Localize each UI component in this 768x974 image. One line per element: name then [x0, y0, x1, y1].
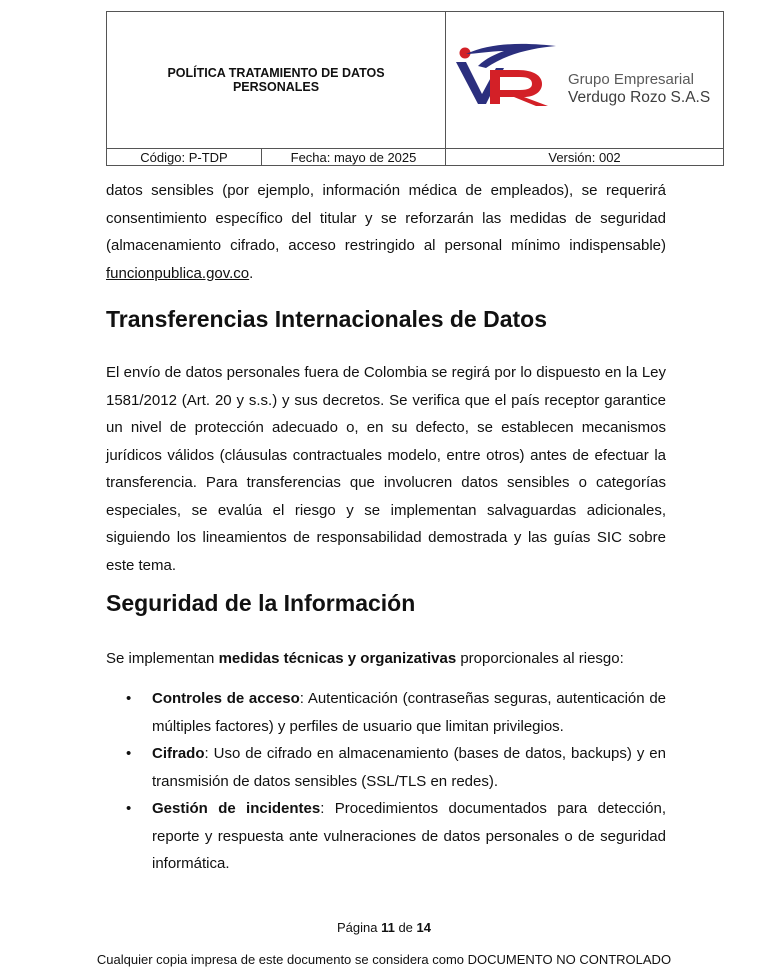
intro-before: Se implementan [106, 650, 219, 667]
document-version: Versión: 002 [446, 149, 724, 166]
transferencias-paragraph [106, 359, 666, 579]
continuation-paragraph [106, 177, 666, 287]
intro-after: proporcionales al riesgo: [456, 650, 624, 667]
list-item-title: Cifrado [152, 745, 205, 762]
continuation-text: datos sensibles (por ejemplo, información médica de empleados), se requerirá consentimiento específico del titular y se reforzarán las medidas de seguridad (almacenamiento cifrado, acceso restringido al personal mínimo indispensable) [106, 182, 666, 254]
list-item-text: : Uso de cifrado en almacenamiento (bases de datos, backups) y en transmisión de datos sensibles (SSL/TLS en redes). [152, 745, 666, 790]
document-title-cell [107, 12, 446, 149]
list-item-title: Gestión de incidentes [152, 800, 321, 817]
list-item [106, 740, 666, 795]
source-link[interactable]: funcionpublica.gov.co [106, 264, 250, 282]
company-name-line1: Grupo Empresarial [568, 71, 694, 88]
section-heading-transferencias: Transferencias Internacionales de Datos [106, 306, 548, 332]
page-label: Página [337, 920, 382, 935]
page-total: 14 [416, 920, 431, 935]
transferencias-body: El envío de datos personales fuera de Colombia se regirá por lo dispuesto en la Ley 1581/2012 (Art. 20 y s.s.) y sus decretos. Se verifica que el país receptor garantice un nivel de protección adecuado o, en su defecto, se establecen mecanismos jurídicos válidos (cláusulas contractuales modelo, entre otros) antes de efectuar la transferencia. Para transferencias que involucren datos sensibles o categorías especiales, se evalúa el riesgo y se implementan salvaguardas adicionales, siguiendo los lineamientos de responsabilidad demostrada y las guías SIC sobre este tema. [106, 364, 666, 574]
document-date: Fecha: mayo de 2025 [262, 149, 446, 166]
list-item-text: : Procedimientos documentados para detección, reporte y respuesta ante vulneraciones de datos personales o de seguridad informática. [152, 800, 666, 872]
company-logo-cell [446, 12, 724, 149]
copy-notice: Cualquier copia impresa de este documento se considera como DOCUMENTO NO CONTROLADO [96, 952, 672, 967]
bullet-icon: • [126, 690, 132, 707]
document-title-line1: POLÍTICA TRATAMIENTO DE DATOS [167, 66, 385, 80]
document-title-line2: PERSONALES [232, 80, 320, 94]
bullet-icon: • [126, 745, 132, 762]
section-heading-seguridad: Seguridad de la Información [106, 590, 416, 616]
intro-bold: medidas técnicas y organizativas [218, 650, 457, 667]
header-table [106, 11, 724, 166]
list-item-title: Controles de acceso [152, 690, 300, 707]
security-measures-list [106, 685, 666, 878]
list-item [106, 685, 666, 740]
document-code: Código: P-TDP [107, 149, 262, 166]
continuation-end: . [249, 264, 254, 282]
company-name-line2: Verdugo Rozo S.A.S [568, 89, 711, 106]
seguridad-intro [106, 645, 666, 673]
list-item-text: : Autenticación (contraseñas seguras, autenticación de múltiples factores) y perfiles de usuario que limitan privilegios. [152, 690, 666, 735]
page-of: de [394, 920, 417, 935]
company-logo-icon [456, 42, 566, 112]
page-number [0, 920, 768, 935]
logo-swoosh-icon [466, 44, 556, 68]
list-item [106, 795, 666, 878]
page-current: 11 [381, 920, 395, 935]
bullet-icon: • [126, 800, 132, 817]
document-header [106, 11, 723, 165]
logo-r-icon [490, 70, 548, 106]
